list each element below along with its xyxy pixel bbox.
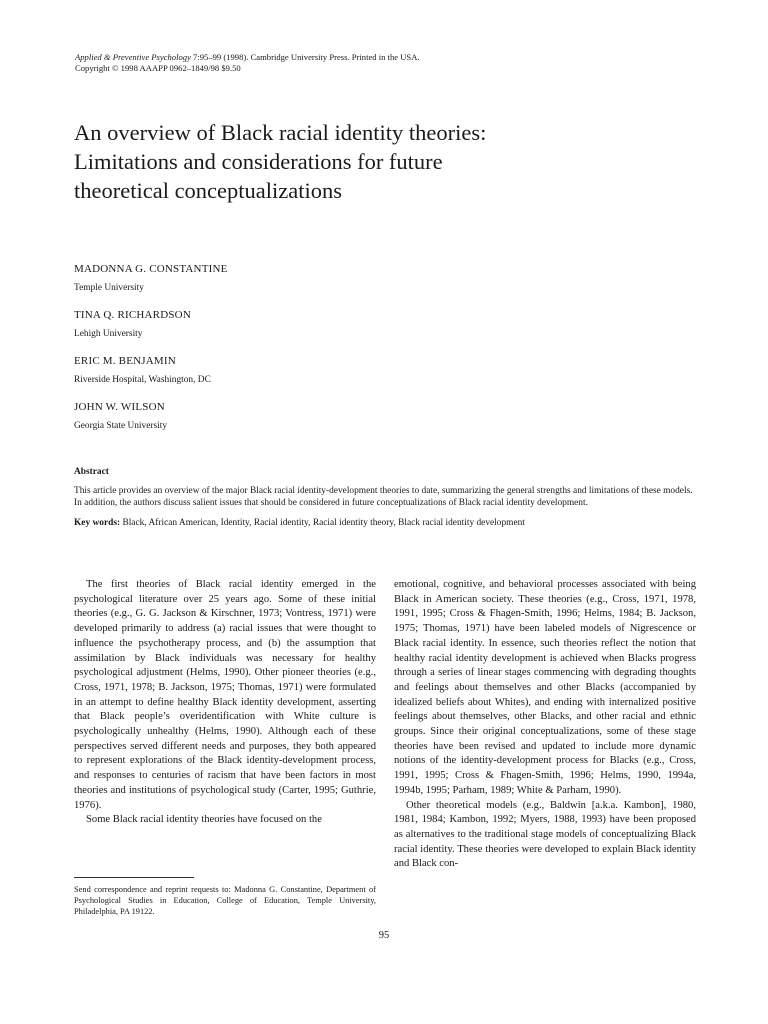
keywords-label: Key words: <box>74 518 121 528</box>
body-paragraph: emotional, cognitive, and behavioral processes associated with being Black in American society. These theories (e.g., Cross, 1971, 1978, 1991, 1995; Cross & Fhagen-Smith, 1996; Helms, 1984; B. Jackson, 1975; Thomas, 1971) have been labeled models of Nigrescence or Black racial identity. In essence, such theories reflect the notion that healthy racial identity development is achieved when Blacks progress through a series of linear stages commencing with degrading thoughts and feelings about themselves and other Blacks (accompanied by idealized beliefs about Whites), and ending with internalized positive feelings about themselves, other Blacks, and other racial and ethnic groups. Since their original conceptualizations, some of these stage theories have been revised and updated to include more dynamic notions of the identity-development process for Blacks (e.g., Cross, 1991, 1995; Cross & Fhagen-Smith, 1996; Helms, 1990, 1994a, 1994b, 1995; Parham, 1989; White & Parham, 1990). <box>394 579 696 796</box>
abstract-text: This article provides an overview of the major Black racial identity-development theories to date, summarizing the general strengths and limitations of these models. In addition, the authors discuss salient issues that should be considered in future conceptualizations of Black racial identity development. <box>74 486 693 508</box>
author-block <box>74 308 474 340</box>
author-block <box>74 262 474 294</box>
journal-copyright: Copyright © 1998 AAAPP 0962–1849/98 $9.50 <box>75 63 241 73</box>
author-affiliation: Riverside Hospital, Washington, DC <box>74 375 211 385</box>
body-column-left <box>74 578 376 828</box>
title-line-1: An overview of Black racial identity theories: <box>74 120 487 145</box>
author-affiliation: Temple University <box>74 283 144 293</box>
abstract-heading: Abstract <box>74 467 109 477</box>
author-name: TINA Q. RICHARDSON <box>74 309 191 321</box>
author-affiliation: Georgia State University <box>74 421 168 431</box>
journal-citation-details: 7:95–99 (1998). Cambridge University Press. Printed in the USA. <box>190 52 420 62</box>
correspondence-footnote: Send correspondence and reprint requests to: Madonna G. Constantine, Department of Psychological Studies in Education, College of Education, Temple University, Philadelphia, PA 19122. <box>74 885 376 916</box>
author-name: MADONNA G. CONSTANTINE <box>74 263 228 275</box>
title-line-2: Limitations and considerations for future <box>74 149 443 174</box>
author-block <box>74 400 474 432</box>
body-paragraph: Some Black racial identity theories have focused on the <box>86 814 322 826</box>
author-name: ERIC M. BENJAMIN <box>74 355 176 367</box>
keywords-line <box>74 517 694 529</box>
journal-header <box>75 52 420 74</box>
author-name: JOHN W. WILSON <box>74 401 165 413</box>
abstract-section <box>74 467 694 529</box>
footnote-divider <box>74 877 194 878</box>
title-line-3: theoretical conceptualizations <box>74 178 343 203</box>
article-title <box>74 118 694 205</box>
body-paragraph: Other theoretical models (e.g., Baldwin [a.k.a. Kambon], 1980, 1981, 1984; Kambon, 1992; Myers, 1988, 1993) have been proposed as alternatives to the traditional stage models of conceptualizing Black racial identity. These theories were developed to explain Black identity and Black con- <box>394 799 696 870</box>
keywords-list: Black, African American, Identity, Racial identity, Racial identity theory, Black racial identity development <box>120 518 525 528</box>
author-affiliation: Lehigh University <box>74 329 143 339</box>
body-column-right <box>394 578 696 872</box>
journal-citation <box>75 52 420 63</box>
body-paragraph: The first theories of Black racial identity emerged in the psychological literature over 25 years ago. Some of these initial theories (e.g., G. G. Jackson & Kirschner, 1973; Vontress, 1971) were developed primarily to address (a) racial issues that were thought to influence the psychotherapy process, and (b) the assumption that assimilation by Black individuals was necessary for healthy psychological adjustment (Helms, 1990). Other pioneer theories (e.g., Cross, 1971, 1978; B. Jackson, 1975; Thomas, 1971) were formulated in an attempt to define healthy Black identity development, asserting that Black people’s overidentification with White culture is psychologically unhealthy (Helms, 1990). Although each of these perspectives served different needs and purposes, they both appeared to represent explorations of the Black identity-development process, and responses to centuries of racism that have been factors in most theories and institutions of psychological study (Carter, 1995; Guthrie, 1976). <box>74 579 376 811</box>
journal-name: Applied & Preventive Psychology <box>75 52 191 62</box>
page-number: 95 <box>378 930 390 941</box>
author-list <box>74 262 474 432</box>
author-block <box>74 354 474 386</box>
